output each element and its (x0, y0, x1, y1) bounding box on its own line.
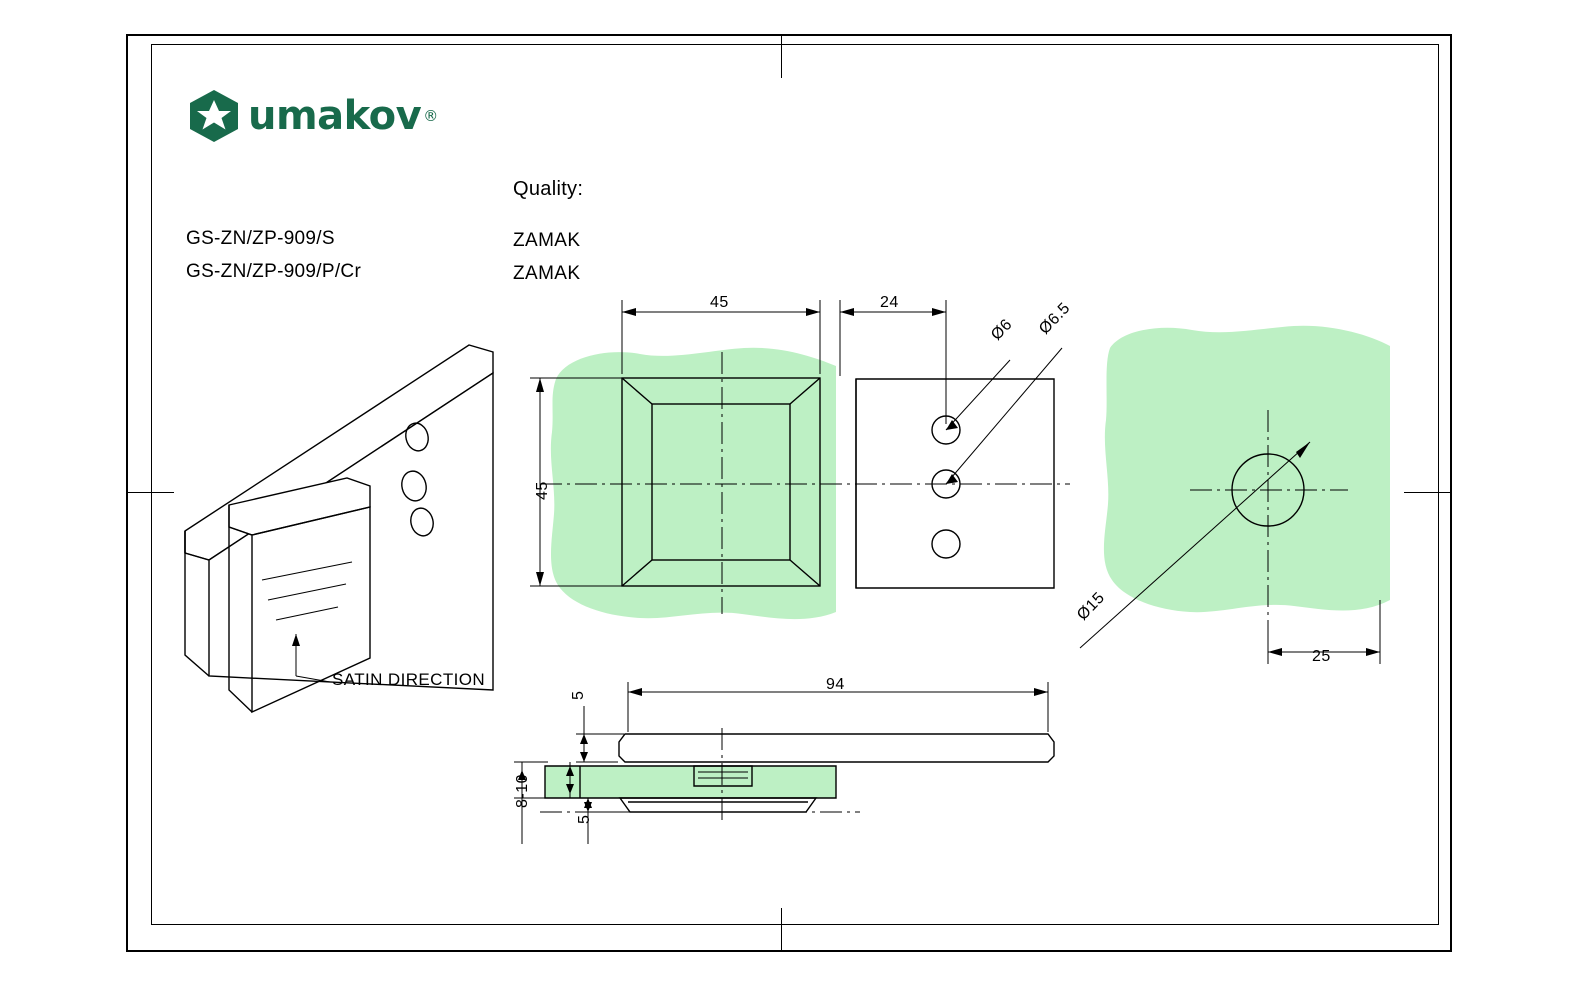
quality-label: Quality: (513, 178, 584, 200)
quality-value-2: ZAMAK (513, 263, 581, 284)
isometric-view (185, 345, 493, 712)
product-code-2: GS-ZN/ZP-909/P/Cr (186, 261, 362, 282)
section-view (514, 682, 1054, 844)
dim-left-height: 45 (534, 481, 551, 500)
product-code-1: GS-ZN/ZP-909/S (186, 228, 335, 249)
satin-direction-label: SATIN DIRECTION (332, 670, 486, 689)
dim-top-offset: 24 (880, 294, 899, 311)
dim-hole-6: Ø6 (988, 315, 1016, 344)
registered-mark: ® (423, 107, 439, 125)
dim-overall-length: 94 (826, 676, 845, 693)
dim-top-width: 45 (710, 294, 729, 311)
quality-value-1: ZAMAK (513, 230, 581, 251)
dim-plate-thickness: 5 (570, 690, 587, 700)
dim-glass-thickness: 8-10 (514, 773, 531, 808)
glass-hole-view (1080, 326, 1390, 664)
brand-name: umakov (248, 93, 422, 139)
front-view (530, 300, 1070, 619)
dim-hole-15: Ø15 (1074, 589, 1109, 624)
dim-glass-edge-offset: 25 (1312, 648, 1331, 665)
dim-hole-6-5: Ø6.5 (1036, 299, 1074, 338)
dim-base-thickness: 5 (576, 814, 593, 824)
